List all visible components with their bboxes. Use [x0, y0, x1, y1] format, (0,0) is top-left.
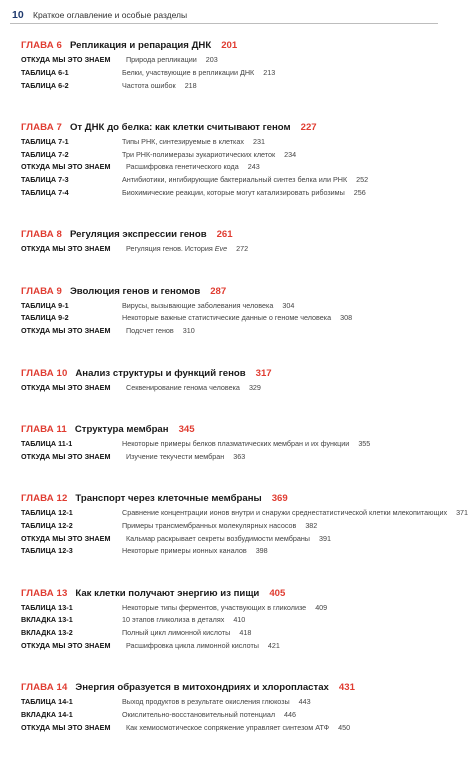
entry-title: Секвенирование генома человека — [126, 382, 240, 392]
entry-label: ТАБЛИЦА 9-2 — [21, 313, 69, 323]
entry-page-number: 371 — [456, 507, 468, 517]
entry-label: ВКЛАДКА 14-1 — [21, 710, 73, 720]
entry-page-number: 363 — [233, 451, 246, 461]
entry-page-number: 308 — [340, 313, 353, 323]
toc-entry[interactable] — [21, 174, 441, 187]
toc-entry[interactable] — [21, 161, 441, 174]
entry-page-number: 213 — [263, 67, 276, 77]
chapter-title: Как клетки получают энергию из пищи — [75, 587, 260, 599]
entry-title: Некоторые важные статистические данные о геноме человека — [122, 313, 332, 323]
chapter-section — [21, 586, 441, 653]
chapter-title: Репликация и репарация ДНК — [69, 40, 212, 51]
page-number: 10 — [12, 9, 24, 21]
toc-entry[interactable] — [21, 136, 441, 149]
entry-title: Кальмар раскрывает секреты возбудимости мембраны — [126, 533, 310, 543]
entry-page-number: 382 — [305, 520, 318, 530]
chapter-heading[interactable] — [21, 120, 441, 136]
entry-title: Подсчет генов — [126, 326, 174, 336]
entry-page-number: 231 — [252, 136, 265, 146]
entry-page-number: 409 — [315, 602, 328, 612]
toc-entry[interactable] — [21, 520, 441, 533]
entry-label: ОТКУДА МЫ ЭТО ЗНАЕМ — [21, 326, 111, 336]
toc-entry[interactable] — [21, 533, 441, 546]
entry-label: ОТКУДА МЫ ЭТО ЗНАЕМ — [21, 162, 111, 172]
chapter-label: ГЛАВА 6 — [21, 40, 62, 51]
chapter-label: ГЛАВА 14 — [21, 682, 68, 694]
entry-label: ОТКУДА МЫ ЭТО ЗНАЕМ — [21, 55, 111, 64]
chapter-page-number: 201 — [221, 40, 238, 51]
chapter-title: Регуляция экспрессии генов — [69, 229, 207, 241]
entry-title: Примеры трансмембранных молекулярных насосов — [122, 520, 297, 530]
entry-label: ОТКУДА МЫ ЭТО ЗНАЕМ — [21, 451, 111, 461]
entry-title: Биохимические реакции, которые могут катализировать рибозимы — [122, 188, 345, 198]
chapter-label: ГЛАВА 13 — [21, 587, 68, 599]
entry-label: ОТКУДА МЫ ЭТО ЗНАЕМ — [21, 722, 111, 732]
chapter-heading[interactable] — [21, 491, 441, 507]
entry-title: Сравнение концентрации ионов внутри и снаружи среднестатистической клетки млекопитающих — [122, 507, 448, 517]
entry-label: ВКЛАДКА 13-1 — [21, 615, 73, 625]
entry-label: ТАБЛИЦА 7-1 — [21, 136, 69, 146]
toc-entry[interactable] — [21, 382, 441, 395]
chapter-section — [21, 227, 441, 256]
entry-label: ТАБЛИЦА 6-2 — [21, 80, 69, 90]
page-header — [0, 0, 450, 24]
toc-entry[interactable] — [21, 438, 441, 451]
toc-entry[interactable] — [21, 614, 441, 627]
chapter-page-number: 369 — [271, 492, 288, 504]
chapter-section — [21, 366, 441, 395]
entry-page-number: 450 — [338, 722, 351, 732]
chapter-label: ГЛАВА 11 — [21, 423, 67, 435]
entry-label: ТАБЛИЦА 12-3 — [21, 546, 73, 556]
chapter-page-number: 287 — [210, 285, 227, 297]
entry-label: ТАБЛИЦА 13-1 — [21, 602, 73, 612]
entry-page-number: 304 — [282, 300, 295, 310]
entry-page-number: 421 — [267, 641, 280, 651]
chapter-heading[interactable] — [21, 422, 441, 438]
chapter-section — [21, 491, 468, 558]
entry-label: ОТКУДА МЫ ЭТО ЗНАЕМ — [21, 382, 111, 392]
entry-title: Окислительно-восстановительный потенциал — [122, 710, 276, 720]
chapter-heading[interactable] — [21, 586, 441, 602]
chapter-page-number: 431 — [338, 682, 355, 694]
toc-entry[interactable] — [21, 602, 441, 615]
chapter-page-number: 405 — [269, 587, 286, 599]
toc-entry[interactable] — [21, 67, 441, 80]
entry-page-number: 272 — [236, 244, 249, 254]
chapter-title: Структура мембран — [74, 423, 169, 435]
running-title: Краткое оглавление и особые разделы — [33, 10, 188, 20]
entry-label: ТАБЛИЦА 9-1 — [21, 300, 69, 310]
toc-entry[interactable] — [21, 243, 441, 256]
entry-label: ТАБЛИЦА 6-1 — [21, 67, 69, 77]
entry-page-number: 329 — [248, 382, 261, 392]
entry-page-number: 243 — [247, 162, 260, 172]
chapter-section — [21, 284, 441, 338]
chapter-section — [21, 680, 441, 734]
entry-label: ОТКУДА МЫ ЭТО ЗНАЕМ — [21, 533, 111, 543]
toc-entry[interactable] — [21, 640, 441, 653]
toc-entry[interactable] — [21, 545, 441, 558]
entry-page-number: 446 — [284, 710, 297, 720]
entry-page-number: 391 — [318, 533, 331, 543]
entry-title: Типы РНК, синтезируемые в клетках — [122, 136, 244, 146]
chapter-section — [21, 120, 441, 200]
entry-title: Антибиотики, ингибирующие бактериальный синтез белка или РНК — [122, 175, 348, 185]
toc-entry[interactable] — [21, 312, 441, 325]
header-divider — [10, 23, 438, 24]
entry-page-number: 355 — [358, 438, 371, 448]
chapter-heading[interactable] — [21, 680, 441, 696]
chapter-label: ГЛАВА 8 — [21, 229, 62, 241]
chapter-title: От ДНК до белка: как клетки считывают геном — [69, 121, 291, 133]
entry-title: Некоторые примеры ионных каналов — [122, 546, 247, 556]
toc-entry[interactable] — [21, 627, 441, 640]
toc-entry[interactable] — [21, 325, 441, 338]
entry-title: Некоторые примеры белков плазматических мембран и их функции — [122, 438, 350, 448]
entry-page-number: 234 — [284, 149, 297, 159]
toc-entry[interactable] — [21, 149, 441, 162]
toc-list — [21, 38, 468, 762]
chapter-label: ГЛАВА 10 — [21, 367, 68, 379]
entry-label: ТАБЛИЦА 7-3 — [21, 175, 69, 185]
chapter-page-number: 227 — [300, 121, 317, 133]
entry-page-number: 252 — [356, 175, 369, 185]
entry-page-number: 443 — [298, 697, 311, 707]
entry-title: Выход продуктов в результате окисления глюкозы — [122, 697, 290, 707]
chapter-heading[interactable] — [21, 284, 441, 300]
chapter-title: Эволюция генов и геномов — [69, 285, 201, 297]
entry-title: 10 этапов гликолиза в деталях — [122, 615, 225, 625]
entry-label: ВКЛАДКА 13-2 — [21, 628, 73, 638]
entry-title: Полный цикл лимонной кислоты — [122, 628, 231, 638]
chapter-section — [21, 422, 441, 464]
toc-entry[interactable] — [21, 80, 441, 93]
entry-title: Белки, участвующие в репликации ДНК — [122, 67, 255, 77]
entry-label: ТАБЛИЦА 12-2 — [21, 520, 73, 530]
entry-label: ТАБЛИЦА 7-2 — [21, 149, 69, 159]
chapter-label: ГЛАВА 7 — [21, 121, 62, 133]
entry-label: ТАБЛИЦА 12-1 — [21, 507, 73, 517]
chapter-page-number: 261 — [216, 229, 233, 241]
entry-title: Частота ошибок — [122, 80, 176, 90]
entry-title: Природа репликации — [126, 55, 197, 64]
entry-title: Три РНК-полимеразы эукариотических клеток — [122, 149, 276, 159]
toc-entry[interactable] — [21, 54, 441, 67]
chapter-title: Энергия образуется в митохондриях и хлоропластах — [75, 682, 329, 694]
chapter-label: ГЛАВА 12 — [21, 492, 68, 504]
entry-title: Расшифровка генетического кода — [126, 162, 239, 172]
entry-page-number: 203 — [205, 55, 218, 64]
entry-title: Регуляция генов. История Eve — [126, 244, 228, 254]
chapter-label: ГЛАВА 9 — [21, 285, 62, 297]
chapter-heading[interactable] — [21, 38, 441, 54]
chapter-title: Анализ структуры и функций генов — [75, 367, 246, 379]
entry-label: ОТКУДА МЫ ЭТО ЗНАЕМ — [21, 641, 111, 651]
chapter-page-number: 345 — [178, 423, 195, 435]
toc-entry[interactable] — [21, 696, 441, 709]
entry-page-number: 310 — [182, 326, 195, 336]
entry-page-number: 410 — [233, 615, 246, 625]
chapter-heading[interactable] — [21, 366, 441, 382]
toc-entry[interactable] — [21, 451, 441, 464]
toc-entry[interactable] — [21, 300, 441, 313]
entry-page-number: 398 — [255, 546, 268, 556]
entry-page-number: 256 — [353, 188, 366, 198]
entry-label: ТАБЛИЦА 11-1 — [21, 438, 73, 448]
toc-entry[interactable] — [21, 722, 441, 735]
entry-label: ТАБЛИЦА 7-4 — [21, 188, 69, 198]
entry-title: Расшифровка цикла лимонной кислоты — [126, 641, 259, 651]
entry-page-number: 418 — [239, 628, 252, 638]
toc-entry[interactable] — [21, 187, 441, 200]
entry-title: Изучение текучести мембран — [126, 451, 225, 461]
toc-entry[interactable] — [21, 709, 441, 722]
entry-title: Как хемиосмотическое сопряжение управляет синтезом АТФ — [126, 722, 330, 732]
entry-page-number: 218 — [184, 80, 197, 90]
entry-label: ОТКУДА МЫ ЭТО ЗНАЕМ — [21, 244, 111, 254]
entry-label: ТАБЛИЦА 14-1 — [21, 697, 73, 707]
toc-entry[interactable] — [21, 507, 468, 520]
chapter-section — [21, 38, 441, 92]
entry-title: Вирусы, вызывающие заболевания человека — [122, 300, 274, 310]
chapter-page-number: 317 — [255, 367, 272, 379]
entry-title: Некоторые типы ферментов, участвующих в гликолизе — [122, 602, 307, 612]
chapter-heading[interactable] — [21, 227, 441, 243]
chapter-title: Транспорт через клеточные мембраны — [75, 492, 262, 504]
